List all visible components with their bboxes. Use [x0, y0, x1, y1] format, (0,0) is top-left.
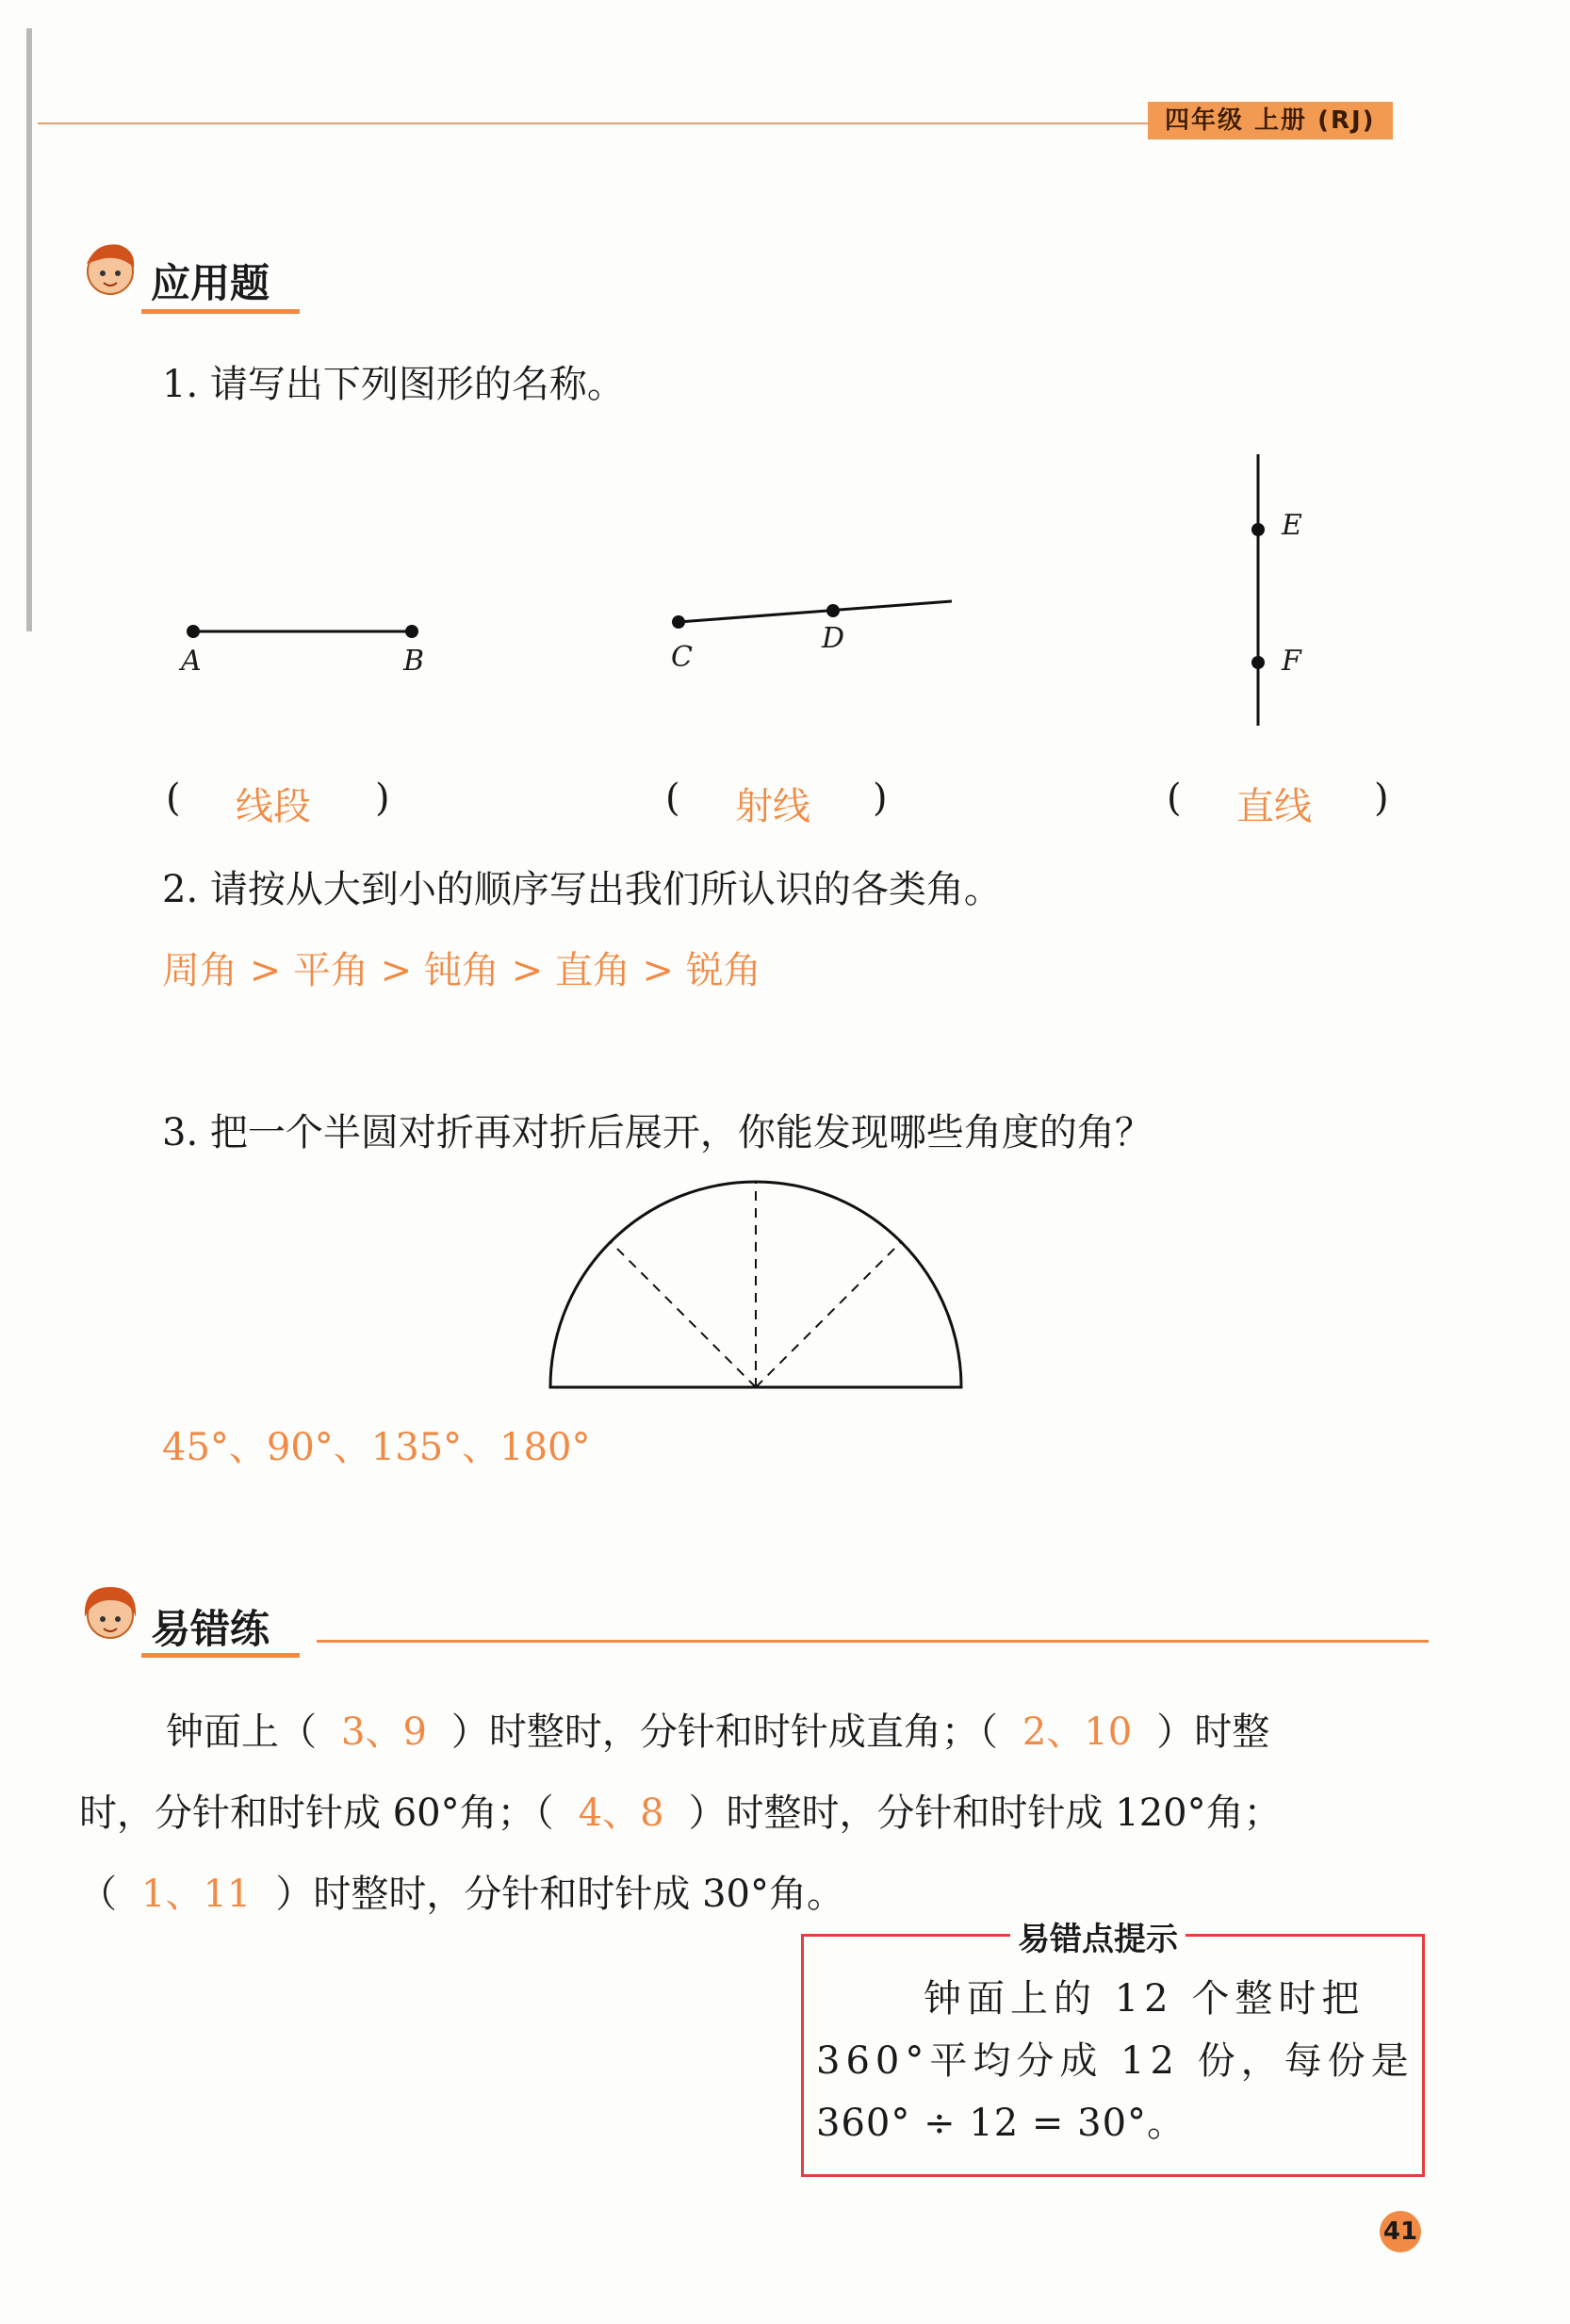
label-c: C: [671, 641, 693, 674]
point-f: [1251, 656, 1265, 669]
question-3: 3. 把一个半圆对折再对折后展开，你能发现哪些角度的角？: [162, 1111, 1153, 1154]
tip-title: 易错点提示: [1010, 1913, 1186, 1959]
question-2: 2. 请按从大到小的顺序写出我们所认识的各类角。: [162, 868, 1002, 911]
header-rule: [38, 123, 1150, 124]
label-f: F: [1282, 645, 1301, 678]
section-rule: [317, 1640, 1429, 1643]
point-b: [405, 625, 418, 638]
section-underline: [141, 309, 300, 314]
tip-line-1: 钟面上的 12 个整时把: [924, 1977, 1366, 2021]
text: ）时整时，分针和时针成 30°角。: [275, 1873, 844, 1916]
answer-1-left-paren: (: [166, 777, 181, 820]
question-1: 1. 请写出下列图形的名称。: [162, 363, 625, 406]
blank-answer: 1、11: [141, 1873, 252, 1916]
cartoon-girl-icon: [77, 1579, 143, 1645]
ray-cd: [679, 601, 952, 622]
section-underline: [141, 1653, 300, 1658]
point-a: [187, 625, 200, 638]
blank-answer: 4、8: [578, 1792, 664, 1835]
tip-line-3: 360° ÷ 12 = 30°。: [816, 2102, 1186, 2145]
answer-1-line: 直线: [1236, 785, 1312, 828]
blank-answer: 3、9: [341, 1710, 427, 1754]
text: （: [79, 1873, 117, 1916]
semicircle-diagram: [528, 1169, 999, 1395]
point-e: [1251, 523, 1265, 536]
text: 时，分针和时针成 60°角；（: [79, 1792, 554, 1835]
answer-2-left-paren: (: [665, 777, 680, 820]
practice-line-3: [79, 1864, 844, 1918]
label-b: B: [403, 645, 425, 678]
cartoon-boy-icon: [77, 236, 143, 302]
tip-line-2: 360°平均分成 12 份，每份是: [816, 2039, 1415, 2083]
answer-2-right-paren: ): [873, 777, 888, 820]
text: ）时整时，分针和时针成 120°角；: [688, 1792, 1282, 1835]
point-c: [672, 615, 685, 629]
text: ）时整: [1156, 1710, 1270, 1754]
point-d: [826, 604, 840, 617]
grade-tag: 四年级 上册 (RJ): [1148, 102, 1393, 139]
answer-3: 45°、90°、135°、180°: [162, 1426, 591, 1469]
practice-line-2: [79, 1783, 1282, 1837]
answer-3-right-paren: ): [1374, 777, 1389, 820]
answer-1-right-paren: ): [375, 777, 390, 820]
label-a: A: [181, 645, 202, 678]
answer-1-ray: 射线: [735, 785, 810, 828]
answer-1-segment: 线段: [236, 785, 311, 828]
line-figures: [0, 434, 1570, 745]
text: 钟面上（: [166, 1710, 317, 1754]
label-e: E: [1282, 509, 1302, 542]
blank-answer: 2、10: [1022, 1710, 1133, 1754]
text: ）时整时，分针和时针成直角；（: [450, 1710, 998, 1754]
label-d: D: [822, 622, 845, 655]
answer-3-left-paren: (: [1167, 777, 1182, 820]
answer-2: 周角 > 平角 > 钝角 > 直角 > 锐角: [162, 949, 761, 992]
practice-line-1: [166, 1702, 1269, 1756]
section-title-mistake-practice: 易错练: [151, 1606, 270, 1652]
page-number: 41: [1380, 2211, 1421, 2252]
section-title-application: 应用题: [151, 260, 270, 306]
